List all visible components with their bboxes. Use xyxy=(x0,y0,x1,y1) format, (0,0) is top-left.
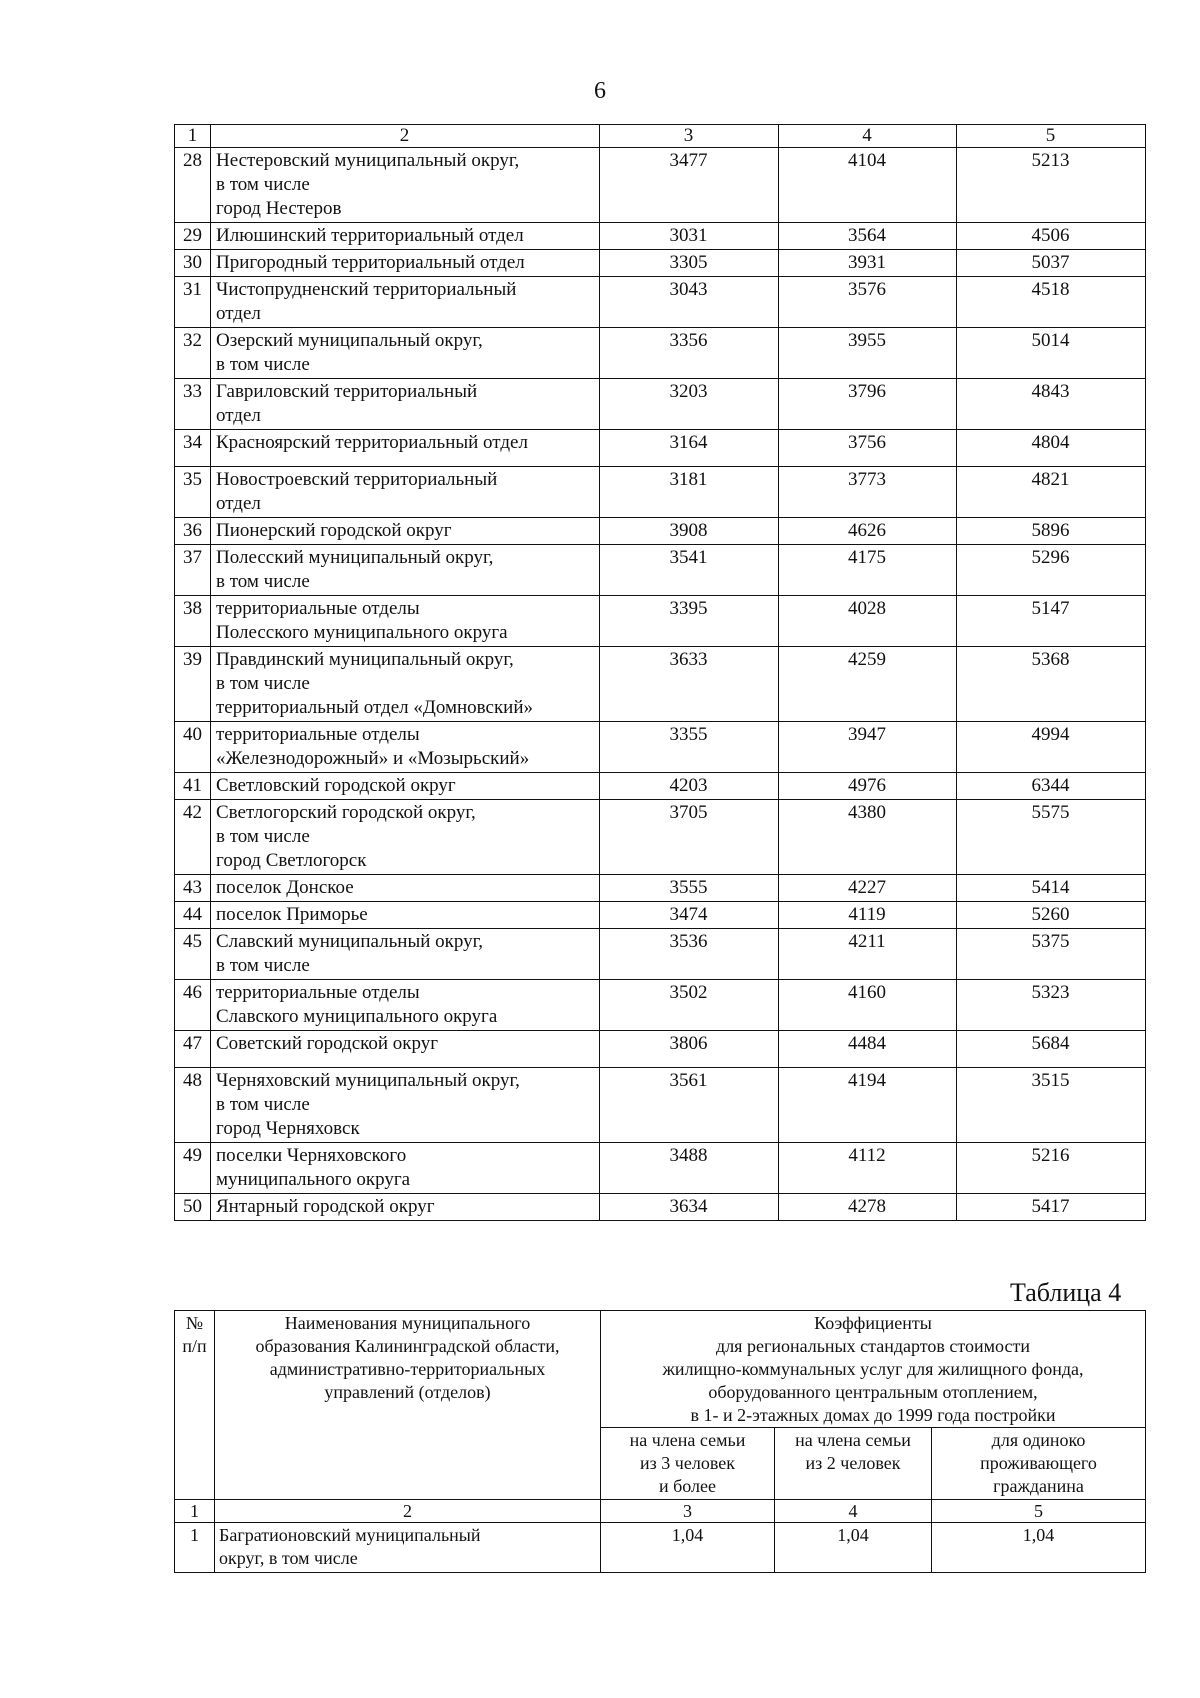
row-number: 34 xyxy=(175,430,211,467)
column-number: 4 xyxy=(775,1500,932,1523)
row-name: Правдинский муниципальный округ, в том числе территориальный отдел «Домновский» xyxy=(211,647,600,722)
row-value-3: 3502 xyxy=(600,980,779,1031)
row-value-3: 1,04 xyxy=(601,1523,775,1573)
row-name: территориальные отделы Полесского муниципального округа xyxy=(211,596,600,647)
table-column-numbers-row xyxy=(175,1500,1146,1523)
row-value-4: 3931 xyxy=(779,250,957,277)
row-number: 39 xyxy=(175,647,211,722)
row-name: Янтарный городской округ xyxy=(211,1194,600,1221)
row-value-5: 4804 xyxy=(957,430,1146,467)
column-number: 5 xyxy=(957,125,1146,148)
row-value-3: 3634 xyxy=(600,1194,779,1221)
row-value-3: 3164 xyxy=(600,430,779,467)
row-value-4: 3796 xyxy=(779,379,957,430)
table-row xyxy=(175,1194,1146,1221)
row-value-3: 3561 xyxy=(600,1068,779,1143)
row-value-5: 5213 xyxy=(957,148,1146,223)
row-value-5: 5896 xyxy=(957,518,1146,545)
row-value-3: 3541 xyxy=(600,545,779,596)
row-value-5: 5575 xyxy=(957,800,1146,875)
row-number: 50 xyxy=(175,1194,211,1221)
table-row xyxy=(175,250,1146,277)
row-number: 35 xyxy=(175,467,211,518)
row-number: 36 xyxy=(175,518,211,545)
row-number: 28 xyxy=(175,148,211,223)
table-row xyxy=(175,647,1146,722)
row-name: поселки Черняховского муниципального округа xyxy=(211,1143,600,1194)
table-row xyxy=(175,980,1146,1031)
column-number: 4 xyxy=(779,125,957,148)
row-number: 42 xyxy=(175,800,211,875)
row-value-3: 3488 xyxy=(600,1143,779,1194)
row-value-3: 3031 xyxy=(600,223,779,250)
row-value-4: 4211 xyxy=(779,929,957,980)
row-value-5: 4994 xyxy=(957,722,1146,773)
table-row xyxy=(175,1068,1146,1143)
row-value-5: 1,04 xyxy=(932,1523,1146,1573)
row-value-3: 3355 xyxy=(600,722,779,773)
row-number: 47 xyxy=(175,1031,211,1068)
row-value-4: 4160 xyxy=(779,980,957,1031)
table-header-row xyxy=(175,1311,1146,1428)
row-number: 49 xyxy=(175,1143,211,1194)
table-4 xyxy=(174,1310,1146,1573)
row-value-5: 3515 xyxy=(957,1068,1146,1143)
row-value-4: 3576 xyxy=(779,277,957,328)
row-value-5: 4843 xyxy=(957,379,1146,430)
row-number: 40 xyxy=(175,722,211,773)
row-value-4: 3947 xyxy=(779,722,957,773)
row-value-3: 3203 xyxy=(600,379,779,430)
row-value-4: 3955 xyxy=(779,328,957,379)
row-name: Пионерский городской округ xyxy=(211,518,600,545)
row-value-5: 6344 xyxy=(957,773,1146,800)
table-row xyxy=(175,545,1146,596)
row-name: Черняховский муниципальный округ, в том числе город Черняховск xyxy=(211,1068,600,1143)
table-row xyxy=(175,1031,1146,1068)
table-row xyxy=(175,223,1146,250)
row-name: Пригородный территориальный отдел xyxy=(211,250,600,277)
row-value-5: 5323 xyxy=(957,980,1146,1031)
row-name: Новостроевский территориальный отдел xyxy=(211,467,600,518)
header-coefficients: Коэффициенты для региональных стандартов стоимости жилищно-коммунальных услуг для жилищного фонда, оборудованного центральным отоплением, в 1- и 2-этажных домах до 1999 года постройки xyxy=(601,1311,1146,1428)
table-row xyxy=(175,596,1146,647)
row-number: 37 xyxy=(175,545,211,596)
row-value-5: 5368 xyxy=(957,647,1146,722)
column-number: 1 xyxy=(175,1500,215,1523)
row-value-3: 3705 xyxy=(600,800,779,875)
row-name: Славский муниципальный округ, в том числе xyxy=(211,929,600,980)
row-value-4: 4976 xyxy=(779,773,957,800)
row-value-5: 5014 xyxy=(957,328,1146,379)
table-row xyxy=(175,929,1146,980)
row-number: 46 xyxy=(175,980,211,1031)
row-value-5: 5414 xyxy=(957,875,1146,902)
row-value-4: 4484 xyxy=(779,1031,957,1068)
row-number: 38 xyxy=(175,596,211,647)
row-value-3: 3181 xyxy=(600,467,779,518)
row-value-3: 3474 xyxy=(600,902,779,929)
row-number: 33 xyxy=(175,379,211,430)
column-number: 3 xyxy=(600,125,779,148)
row-value-5: 5296 xyxy=(957,545,1146,596)
row-value-3: 3395 xyxy=(600,596,779,647)
column-number: 5 xyxy=(932,1500,1146,1523)
row-value-4: 1,04 xyxy=(775,1523,932,1573)
row-number: 48 xyxy=(175,1068,211,1143)
table-row xyxy=(175,1143,1146,1194)
row-value-5: 5417 xyxy=(957,1194,1146,1221)
row-name: Чистопрудненский территориальный отдел xyxy=(211,277,600,328)
row-number: 31 xyxy=(175,277,211,328)
row-value-5: 5216 xyxy=(957,1143,1146,1194)
row-name: поселок Донское xyxy=(211,875,600,902)
row-value-3: 3305 xyxy=(600,250,779,277)
row-value-3: 3806 xyxy=(600,1031,779,1068)
row-value-5: 4518 xyxy=(957,277,1146,328)
row-value-4: 4259 xyxy=(779,647,957,722)
row-name: Гавриловский территориальный отдел xyxy=(211,379,600,430)
row-value-4: 4028 xyxy=(779,596,957,647)
row-value-4: 4194 xyxy=(779,1068,957,1143)
row-value-3: 3536 xyxy=(600,929,779,980)
row-value-4: 4626 xyxy=(779,518,957,545)
column-number: 1 xyxy=(175,125,211,148)
table-row xyxy=(175,379,1146,430)
header-number: № п/п xyxy=(175,1311,215,1500)
row-name: Озерский муниципальный округ, в том числе xyxy=(211,328,600,379)
table-row xyxy=(175,800,1146,875)
subheader-family-3: на члена семьи из 3 человек и более xyxy=(601,1428,775,1500)
row-name: Илюшинский территориальный отдел xyxy=(211,223,600,250)
row-value-3: 3555 xyxy=(600,875,779,902)
row-name: Багратионовский муниципальный округ, в том числе xyxy=(215,1523,601,1573)
row-name: Светловский городской округ xyxy=(211,773,600,800)
table-row xyxy=(175,1523,1146,1573)
row-number: 29 xyxy=(175,223,211,250)
row-name: Нестеровский муниципальный округ, в том числе город Нестеров xyxy=(211,148,600,223)
subheader-family-2: на члена семьи из 2 человек xyxy=(775,1428,932,1500)
row-value-4: 4175 xyxy=(779,545,957,596)
row-value-5: 5260 xyxy=(957,902,1146,929)
row-value-5: 5375 xyxy=(957,929,1146,980)
row-value-4: 3756 xyxy=(779,430,957,467)
table-row xyxy=(175,328,1146,379)
row-value-4: 4227 xyxy=(779,875,957,902)
column-number: 2 xyxy=(215,1500,601,1523)
row-name: территориальные отделы «Железнодорожный» и «Мозырьский» xyxy=(211,722,600,773)
header-municipality-name: Наименования муниципального образования Калининградской области, административно-территориальных управлений (отделов) xyxy=(215,1311,601,1500)
table-row xyxy=(175,277,1146,328)
row-number: 32 xyxy=(175,328,211,379)
row-name: территориальные отделы Славского муниципального округа xyxy=(211,980,600,1031)
table-row xyxy=(175,773,1146,800)
row-name: Советский городской округ xyxy=(211,1031,600,1068)
column-number: 2 xyxy=(211,125,600,148)
table-row xyxy=(175,148,1146,223)
table-row xyxy=(175,875,1146,902)
row-number: 41 xyxy=(175,773,211,800)
row-value-3: 3908 xyxy=(600,518,779,545)
table-3-continuation xyxy=(174,124,1146,1221)
row-value-3: 3633 xyxy=(600,647,779,722)
row-number: 43 xyxy=(175,875,211,902)
row-number: 45 xyxy=(175,929,211,980)
row-number: 30 xyxy=(175,250,211,277)
row-value-3: 4203 xyxy=(600,773,779,800)
row-value-4: 4119 xyxy=(779,902,957,929)
row-value-4: 4278 xyxy=(779,1194,957,1221)
row-value-3: 3356 xyxy=(600,328,779,379)
table-row xyxy=(175,467,1146,518)
table-column-numbers-row xyxy=(175,125,1146,148)
page-number: 6 xyxy=(594,78,606,104)
column-number: 3 xyxy=(601,1500,775,1523)
table-row xyxy=(175,518,1146,545)
row-number: 1 xyxy=(175,1523,215,1573)
row-value-5: 4506 xyxy=(957,223,1146,250)
row-value-3: 3043 xyxy=(600,277,779,328)
row-name: поселок Приморье xyxy=(211,902,600,929)
row-number: 44 xyxy=(175,902,211,929)
table-row xyxy=(175,430,1146,467)
row-value-5: 4821 xyxy=(957,467,1146,518)
table-row xyxy=(175,722,1146,773)
row-value-4: 4380 xyxy=(779,800,957,875)
row-value-4: 3773 xyxy=(779,467,957,518)
row-value-5: 5037 xyxy=(957,250,1146,277)
table-4-title: Таблица 4 xyxy=(1010,1278,1122,1307)
row-name: Полесский муниципальный округ, в том числе xyxy=(211,545,600,596)
row-value-5: 5147 xyxy=(957,596,1146,647)
row-value-5: 5684 xyxy=(957,1031,1146,1068)
row-value-4: 4112 xyxy=(779,1143,957,1194)
subheader-single: для одиноко проживающего гражданина xyxy=(932,1428,1146,1500)
row-name: Красноярский территориальный отдел xyxy=(211,430,600,467)
row-value-4: 3564 xyxy=(779,223,957,250)
row-name: Светлогорский городской округ, в том числе город Светлогорск xyxy=(211,800,600,875)
table-row xyxy=(175,902,1146,929)
row-value-3: 3477 xyxy=(600,148,779,223)
row-value-4: 4104 xyxy=(779,148,957,223)
